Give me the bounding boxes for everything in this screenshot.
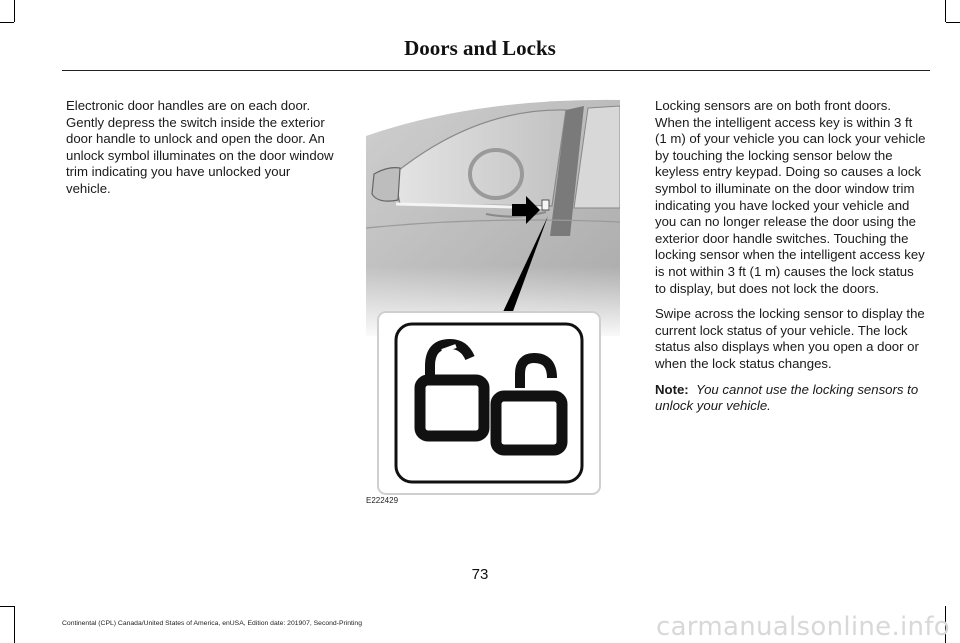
note-text: You cannot use the locking sensors to unlock your vehicle. bbox=[655, 381, 919, 414]
right-column bbox=[655, 98, 927, 424]
header-rule bbox=[62, 70, 930, 71]
crop-mark bbox=[14, 0, 15, 22]
right-paragraph-1: Locking sensors are on both front doors. When the intelligent access key is within 3 ft (1 m) of your vehicle you can lock your vehicle by touching the locking sensor below the keyless entry keypad. Doing so causes a lock symbol to illuminate on the door window trim indicating you have locked your vehicle and you can no longer release the door using the exterior door handle switches. Touching the locking sensor when the intelligent access key is not within 3 ft (1 m) causes the lock status to display, but does not lock the doors. bbox=[655, 98, 926, 296]
page-number: 73 bbox=[471, 566, 489, 583]
right-paragraph-2: Swipe across the locking sensor to display the current lock status of your vehicle. The lock status also displays when you open a door or when the lock status changes. bbox=[655, 306, 925, 371]
crop-mark bbox=[946, 22, 960, 23]
left-paragraph: Electronic door handles are on each door. Gently depress the switch inside the exterior door handle to unlock and open the door. An unlock symbol illuminates on the door window trim indicating you have unlocked your vehicle. bbox=[66, 98, 334, 196]
crop-mark bbox=[0, 22, 14, 23]
figure-code: E222429 bbox=[366, 496, 399, 505]
note bbox=[655, 382, 927, 415]
footer-text: Continental (CPL) Canada/United States of America, enUSA, Edition date: 201907, Second-Printing bbox=[62, 620, 362, 627]
door-lock-illustration bbox=[366, 96, 620, 512]
crop-mark bbox=[945, 0, 946, 22]
page-title: Doors and Locks bbox=[404, 36, 556, 60]
note-label: Note: bbox=[655, 381, 689, 397]
crop-mark bbox=[14, 606, 15, 643]
watermark: carmanualsonline.info bbox=[655, 612, 950, 642]
left-column bbox=[66, 98, 338, 207]
crop-mark bbox=[0, 606, 14, 607]
